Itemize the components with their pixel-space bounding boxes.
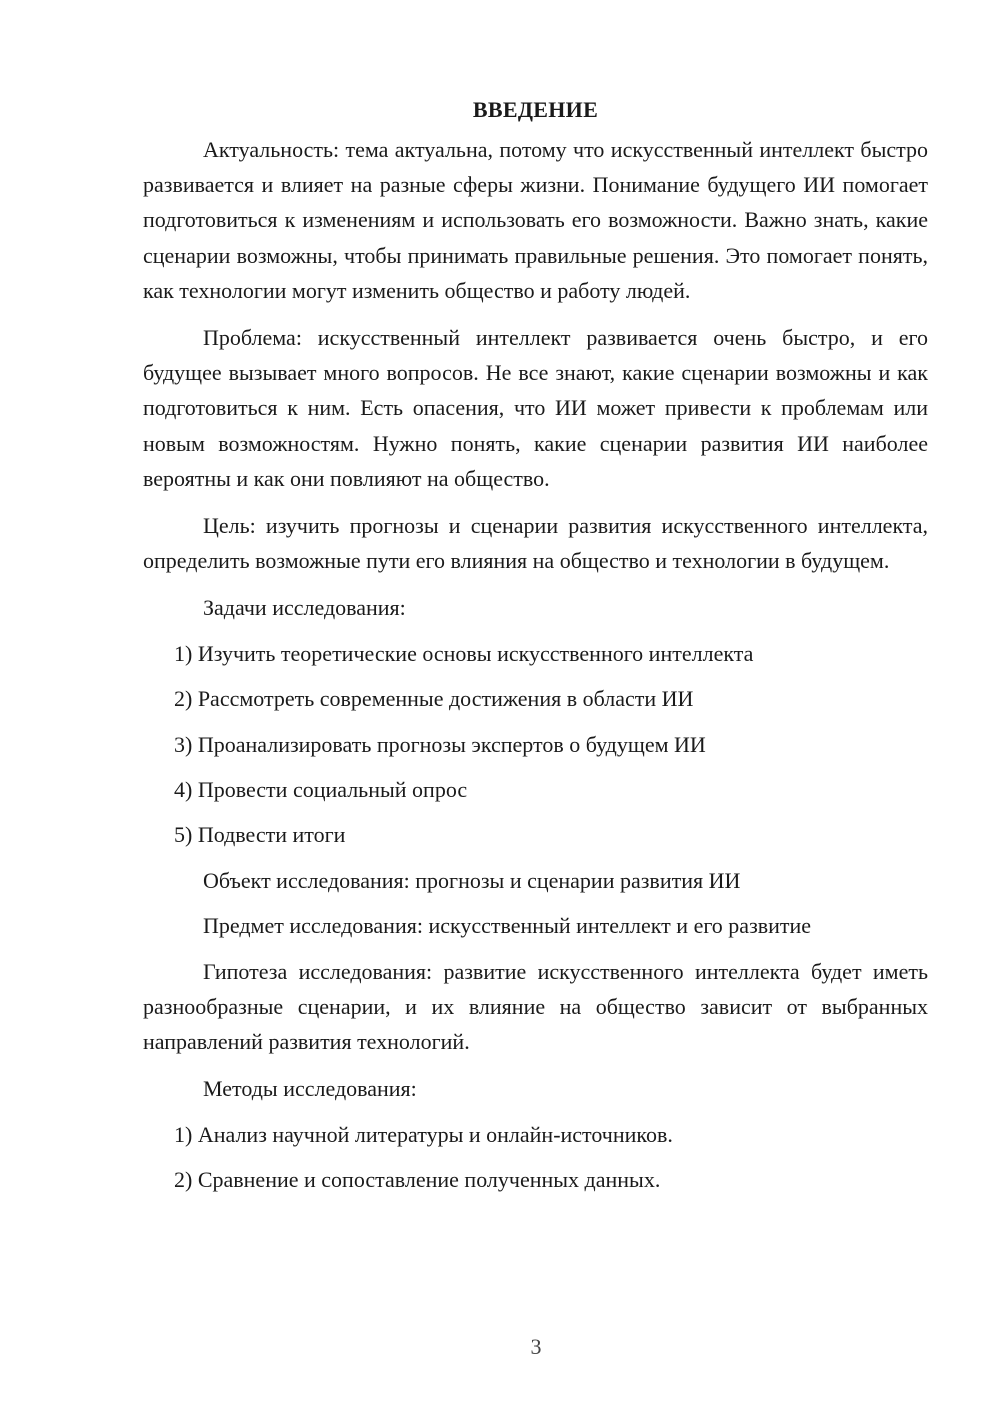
list-item: 1) Анализ научной литературы и онлайн-источников. [174,1121,673,1147]
tasks-list [143,636,928,853]
tasks-title: Задачи исследования: [203,595,406,621]
methods-list [143,1117,928,1197]
goal-paragraph: Цель: изучить прогнозы и сценарии развития искусственного интеллекта, определить возможные пути его влияния на общество и технологии в будущем. [143,513,928,574]
research-object: Объект исследования: прогнозы и сценарии развития ИИ [203,867,741,893]
list-item: 4) Провести социальный опрос [174,777,468,802]
list-item: 5) Подвести итоги [174,822,346,848]
list-item: 2) Сравнение и сопоставление полученных данных. [174,1166,661,1192]
document-page [143,92,928,1207]
list-item: 3) Проанализировать прогнозы экспертов о будущем ИИ [174,731,706,757]
relevance-paragraph: Актуальность: тема актуальна, потому что искусственный интеллект быстро развивается и влияет на разные сферы жизни. Понимание будущего ИИ помогает подготовиться к изменениям и использовать его возможности. Важно знать, какие сценарии возможны, чтобы принимать правильные решения. Это помогает понять, как технологии могут изменить общество и работу людей. [143,137,928,303]
problem-paragraph: Проблема: искусственный интеллект развивается очень быстро, и его будущее вызывает много вопросов. Не все знают, какие сценарии возможны и как подготовиться к ним. Есть опасения, что ИИ может привести к проблемам или новым возможностям. Нужно понять, какие сценарии развития ИИ наиболее вероятны и как они повлияют на общество. [143,325,928,491]
page-title: ВВЕДЕНИЕ [472,97,599,122]
list-item: 2) Рассмотреть современные достижения в области ИИ [174,686,694,712]
list-item: 1) Изучить теоретические основы искусственного интеллекта [174,640,754,666]
research-subject: Предмет исследования: искусственный интеллект и его развитие [203,913,812,939]
hypothesis-paragraph: Гипотеза исследования: развитие искусственного интеллекта будет иметь разнообразные сценарии, и их влияние на общество зависит от выбранных направлений развития технологий. [143,958,928,1054]
methods-title: Методы исследования: [203,1076,417,1102]
page-number: 3 [530,1334,542,1359]
